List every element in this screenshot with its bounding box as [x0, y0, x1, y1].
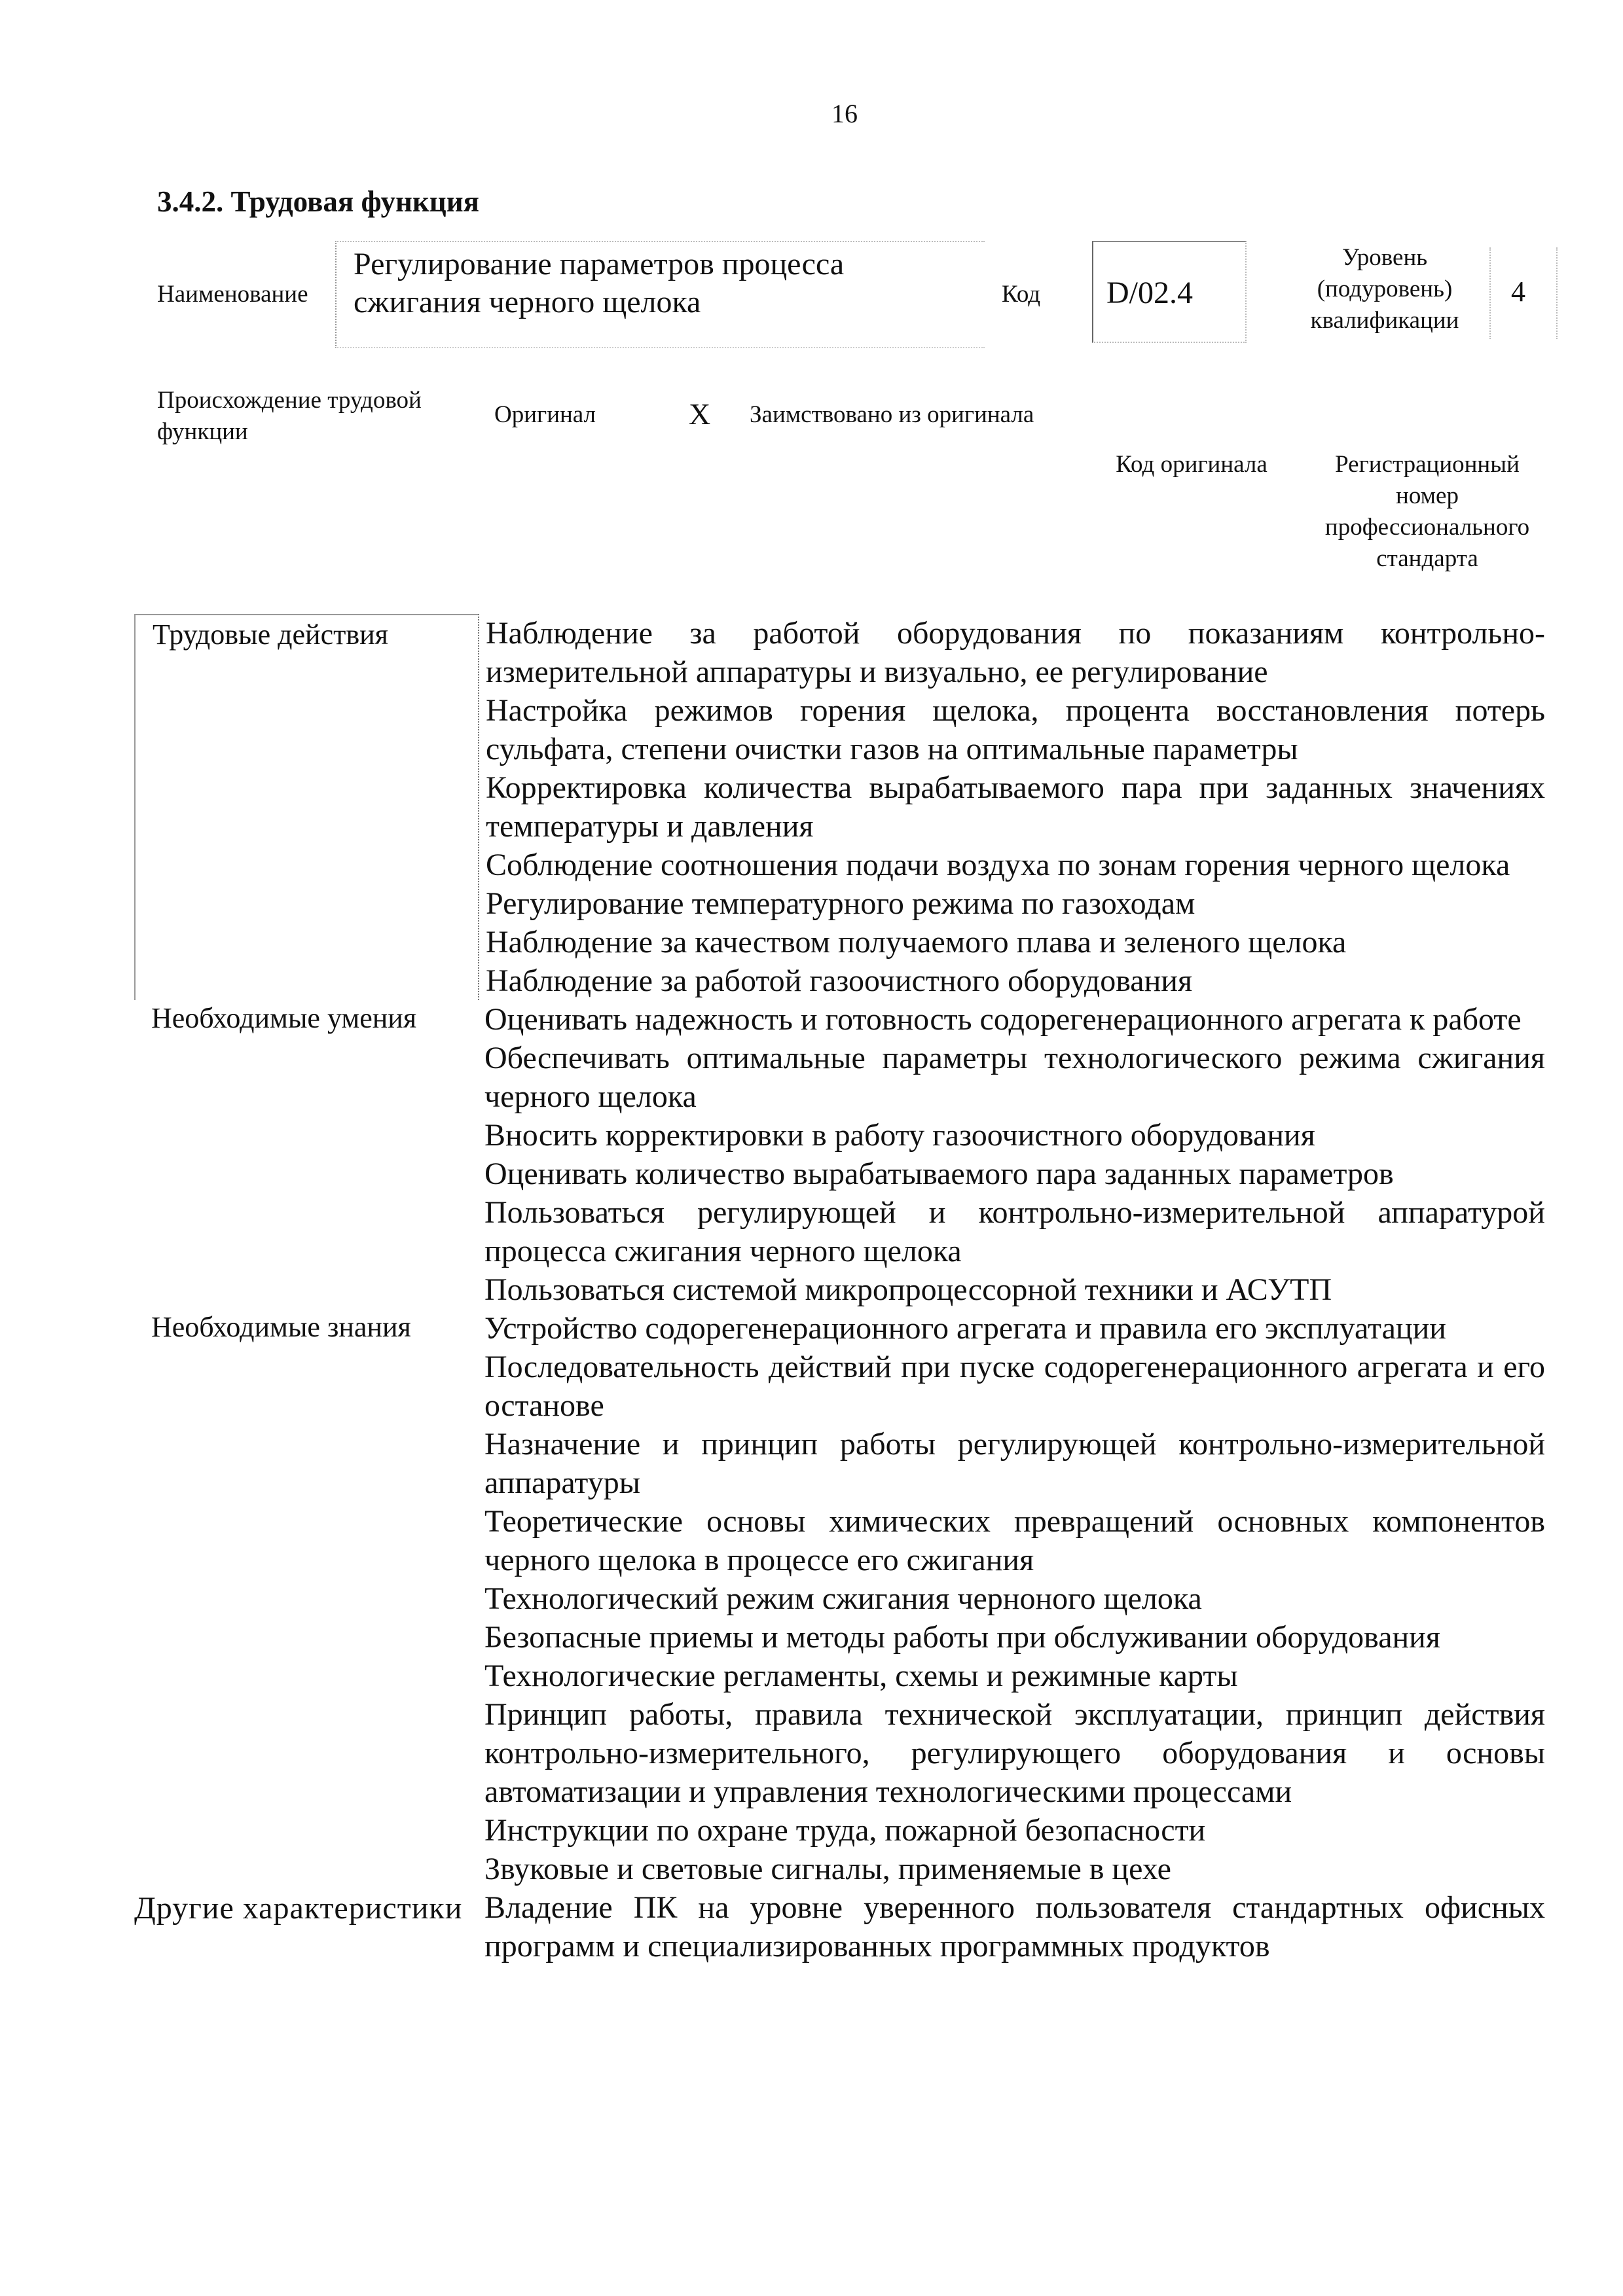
- code-original-label: Код оригинала: [1116, 451, 1267, 478]
- name-label: Наименование: [157, 281, 308, 308]
- list-item: Технологический режим сжигания черноного щелока: [484, 1581, 1202, 1616]
- list-item: Владение ПК на уровне уверенного пользователя стандартных офисных программ и специализированных программных продуктов: [484, 1890, 1545, 1964]
- reg-number-label: Регистрационный номер профессионального стандарта: [1324, 451, 1530, 572]
- actions-list: [478, 614, 1545, 1000]
- knowledge-row: [134, 1309, 1548, 1888]
- list-item: Регулирование температурного режима по газоходам: [486, 886, 1195, 921]
- list-item: Звуковые и световые сигналы, применяемые в цехе: [484, 1852, 1171, 1886]
- actions-label: Трудовые действия: [134, 614, 478, 1000]
- list-item: Оценивать количество вырабатываемого пара заданных параметров: [484, 1157, 1394, 1191]
- other-row: [134, 1888, 1548, 1965]
- list-item: Соблюдение соотношения подачи воздуха по зонам горения черного щелока: [486, 848, 1510, 882]
- code-value: D/02.4: [1106, 276, 1193, 310]
- origin-borrowed: Заимствовано из оригинала: [750, 401, 1034, 428]
- list-item: Пользоваться системой микропроцессорной техники и АСУТП: [484, 1272, 1332, 1307]
- list-item: Технологические регламенты, схемы и режимные карты: [484, 1659, 1238, 1693]
- actions-row: [134, 614, 1548, 1000]
- skills-row: [134, 1000, 1548, 1309]
- list-item: Последовательность действий при пуске содорегенерационного агрегата и его останове: [484, 1350, 1545, 1423]
- list-item: Настройка режимов горения щелока, процента восстановления потерь сульфата, степени очистки газов на оптимальные параметры: [486, 693, 1545, 766]
- section-title: 3.4.2. Трудовая функция: [157, 185, 480, 218]
- knowledge-label: Необходимые знания: [151, 1311, 411, 1343]
- list-item: Инструкции по охране труда, пожарной безопасности: [484, 1813, 1206, 1848]
- level-label: Уровень (подуровень) квалификации: [1310, 244, 1459, 334]
- function-name: Регулирование параметров процесса сжигания черного щелока: [354, 247, 845, 319]
- list-item: Корректировка количества вырабатываемого пара при заданных значениях температуры и давления: [486, 770, 1545, 844]
- list-item: Наблюдение за работой газоочистного оборудования: [486, 963, 1193, 998]
- origin-original: Оригинал: [494, 401, 596, 428]
- list-item: Вносить корректировки в работу газоочистного оборудования: [484, 1118, 1315, 1153]
- other-list: [478, 1888, 1545, 1965]
- origin-mark: X: [689, 397, 711, 431]
- page-number: 16: [831, 99, 858, 128]
- list-item: Пользоваться регулирующей и контрольно-измерительной аппаратурой процесса сжигания черного щелока: [484, 1195, 1545, 1268]
- list-item: Наблюдение за качеством получаемого плава и зеленого щелока: [486, 925, 1347, 960]
- code-label: Код: [1002, 281, 1041, 308]
- list-item: Устройство содорегенерационного агрегата и правила его эксплуатации: [484, 1311, 1446, 1346]
- list-item: Теоретические основы химических превращений основных компонентов черного щелока в процессе его сжигания: [484, 1504, 1545, 1577]
- list-item: Обеспечивать оптимальные параметры технологического режима сжигания черного щелока: [484, 1041, 1545, 1114]
- other-label: Другие характеристики: [134, 1891, 463, 1926]
- skills-list: [478, 1000, 1545, 1309]
- level-value: 4: [1511, 276, 1525, 308]
- skills-label: Необходимые умения: [151, 1002, 417, 1034]
- list-item: Назначение и принцип работы регулирующей контрольно-измерительной аппаратуры: [484, 1427, 1545, 1500]
- list-item: Безопасные приемы и методы работы при обслуживании оборудования: [484, 1620, 1440, 1655]
- knowledge-list: [478, 1309, 1545, 1888]
- origin-label: Происхождение трудовой функции: [157, 387, 422, 445]
- function-table: [134, 614, 1548, 1965]
- list-item: Оценивать надежность и готовность содорегенерационного агрегата к работе: [484, 1002, 1522, 1037]
- list-item: Принцип работы, правила технической эксплуатации, принцип действия контрольно-измерительного, регулирующего оборудования и основы автоматизации и управления технологическими процессами: [484, 1697, 1545, 1809]
- list-item: Наблюдение за работой оборудования по показаниям контрольно-измерительной аппаратуры и визуально, ее регулирование: [486, 616, 1545, 689]
